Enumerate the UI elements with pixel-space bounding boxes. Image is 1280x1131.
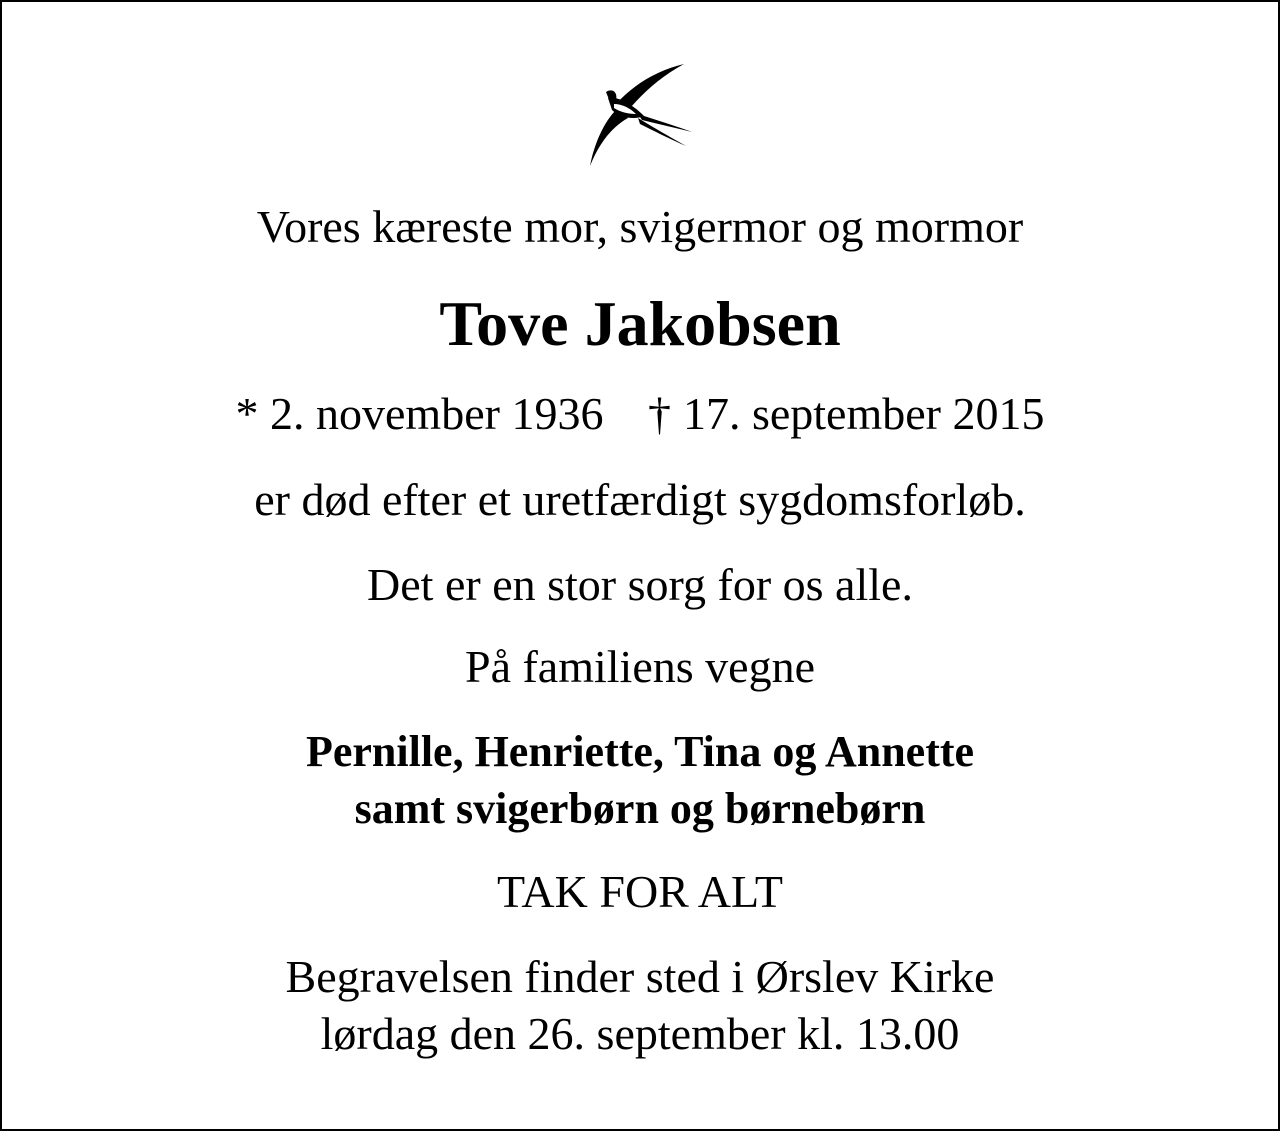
cause-text: er død efter et uretfærdigt sygdomsforløb. [254, 474, 1026, 525]
life-dates [0, 388, 1280, 439]
family-names-line-1: Pernille, Henriette, Tina og Annette [305, 727, 975, 776]
funeral-info-line-1: Begravelsen finder sted i Ørslev Kirke [285, 951, 995, 1002]
family-names-line-2: samt svigerbørn og børnebørn [354, 784, 926, 833]
behalf-text: På familiens vegne [464, 641, 815, 692]
thanks-text: TAK FOR ALT [497, 866, 783, 917]
funeral-info-line-2: lørdag den 26. september kl. 13.00 [320, 1008, 960, 1059]
deceased-name: Tove Jakobsen [439, 288, 841, 359]
sorrow-text: Det er en stor sorg for os alle. [367, 559, 913, 610]
born-symbol: * [235, 388, 259, 439]
intro-text: Vores kæreste mor, svigermor og mormor [256, 201, 1024, 252]
swallow-bird-icon [586, 62, 694, 168]
death-cross-icon: † [647, 388, 671, 439]
birth-date: 2. november 1936 [270, 388, 604, 439]
death-date: 17. september 2015 [682, 388, 1045, 439]
